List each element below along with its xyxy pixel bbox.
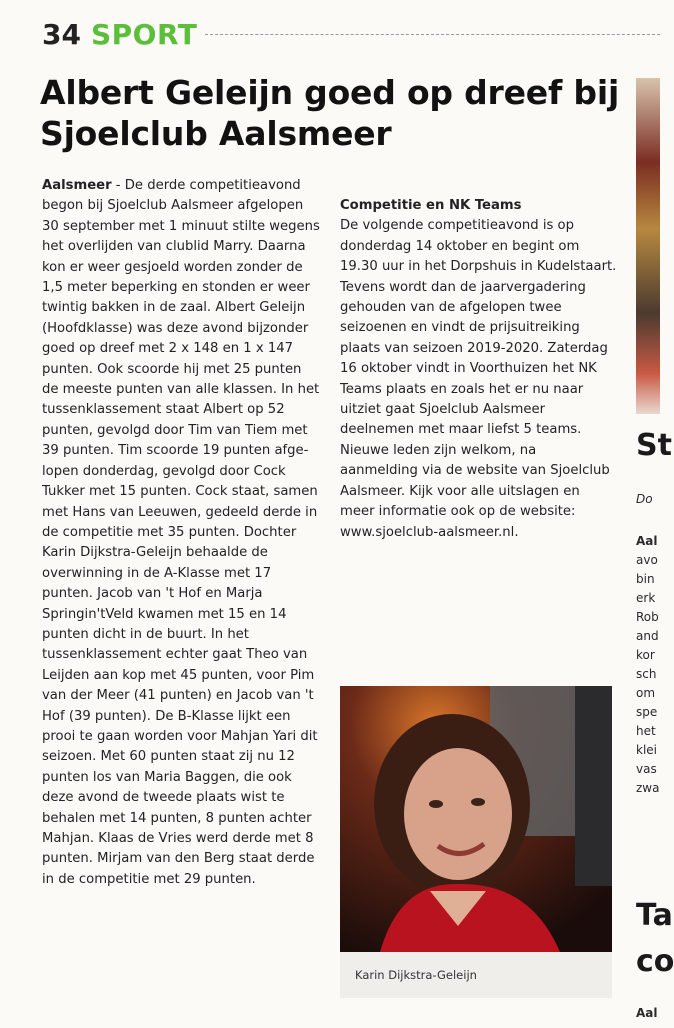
adjacent-line: bin — [636, 572, 655, 586]
adjacent-headline: St — [636, 428, 672, 463]
adjacent-line: klei — [636, 743, 657, 757]
adjacent-line: Aal — [636, 534, 658, 548]
adjacent-line: het — [636, 724, 656, 738]
dateline: Aalsmeer — [42, 178, 112, 193]
column-2 — [340, 176, 618, 543]
adjacent-line: Rob — [636, 610, 659, 624]
adjacent-line: kor — [636, 648, 655, 662]
adjacent-article-photo — [636, 78, 660, 414]
adjacent-line: avo — [636, 553, 658, 567]
article-paragraph — [42, 176, 320, 890]
adjacent-headline-2b: co — [636, 944, 674, 979]
adjacent-last-line: Aal — [636, 1006, 658, 1020]
photo-caption: Karin Dijkstra-Geleijn — [355, 968, 477, 982]
page-header — [42, 16, 660, 52]
section-label: SPORT — [90, 17, 198, 51]
column-1 — [42, 176, 320, 890]
adjacent-line: spe — [636, 705, 658, 719]
adjacent-line: om — [636, 686, 656, 700]
body-paragraph-2: De volgende competitieavond is op donderdag 14 oktober en begint om 19.30 uur in het Dorpshuis in Kudelstaart. Tevens wordt dan de jaarvergadering gehouden van de afgelopen twee seizoenen en vindt de prijsuitreiking plaats van seizoen 2019-2020. Zaterdag 16 oktober vindt in Voorthuizen het NK Teams plaats en zoals het er nu naar uitziet gaat Sjoelclub Aalsmeer deelnemen met maar liefst 5 teams. Nieuwe leden zijn welkom, na aanmelding via de website van Sjoelclub Aalsmeer. Kijk voor alle uitslagen en meer informatie ook op de website: www.sjoelclub-aalsmeer.nl. — [340, 218, 617, 540]
adjacent-article-lines — [636, 532, 660, 798]
adjacent-headline-2a: Ta — [636, 898, 673, 933]
page-number: 34 — [42, 17, 81, 51]
adjacent-line: sch — [636, 667, 657, 681]
article-title: Albert Geleijn goed op dreef bij Sjoelclub Aalsmeer — [40, 73, 620, 153]
intro-text: - De derde competitieavond begon bij Sjoelclub Aalsmeer afgelopen 30 september met 1 minuut stilte wegens het overlijden van clublid Marry. Daarna kon er weer gesjoeld worden zonder de 1,5 meter beperking en stonden er weer twintig bakken in de zaal. Albert Geleijn (Hoofdklasse) was deze avond bijzonder goed op dreef met 2 x 148 en 1 x 147 punten. Ook scoorde hij met 25 punten de meeste punten van alle klassen. In het tussenklassement staat Albert op 52 punten, gevolgd door Tim van Tiem met 39 punten. Tim scoorde 19 punten afgelopen donderdag, gevolgd door Cock Tukker met 15 punten. Cock staat, samen met Hans van Leeuwen, gedeeld derde in de competitie met 35 punten. Dochter Karin Dijkstra-Geleijn behaalde de overwinning in de A-Klasse met 17 punten. Jacob van 't Hof en Marja Springin'tVeld kwamen met 15 en 14 punten dicht in de buurt. In het tussenklassement echter gaat Theo van Leijden aan kop met 45 punten, voor Pim van der Meer (41 punten) en Jacob van 't Hof (39 punten). De B-Klasse lijkt een prooi te gaan worden voor Mahjan Yari dit seizoen. Met 60 punten staat zij nu 12 punten los van Maria Baggen, die ook deze avond de tweede plaats wist te behalen met 14 punten, 8 punten achter Mahjan. Klaas de Vries werd derde met 8 punten. Mirjam van den Berg staat derde in de competitie met 29 punten. — [42, 178, 320, 887]
portrait-photo — [340, 686, 612, 952]
adjacent-line: and — [636, 629, 659, 643]
subheading: Competitie en NK Teams — [340, 198, 522, 213]
adjacent-line: erk — [636, 591, 656, 605]
header-rule — [205, 34, 660, 35]
adjacent-line: zwa — [636, 781, 660, 795]
adjacent-byline: Do — [636, 492, 653, 506]
adjacent-line: vas — [636, 762, 657, 776]
portrait-image — [340, 686, 612, 952]
